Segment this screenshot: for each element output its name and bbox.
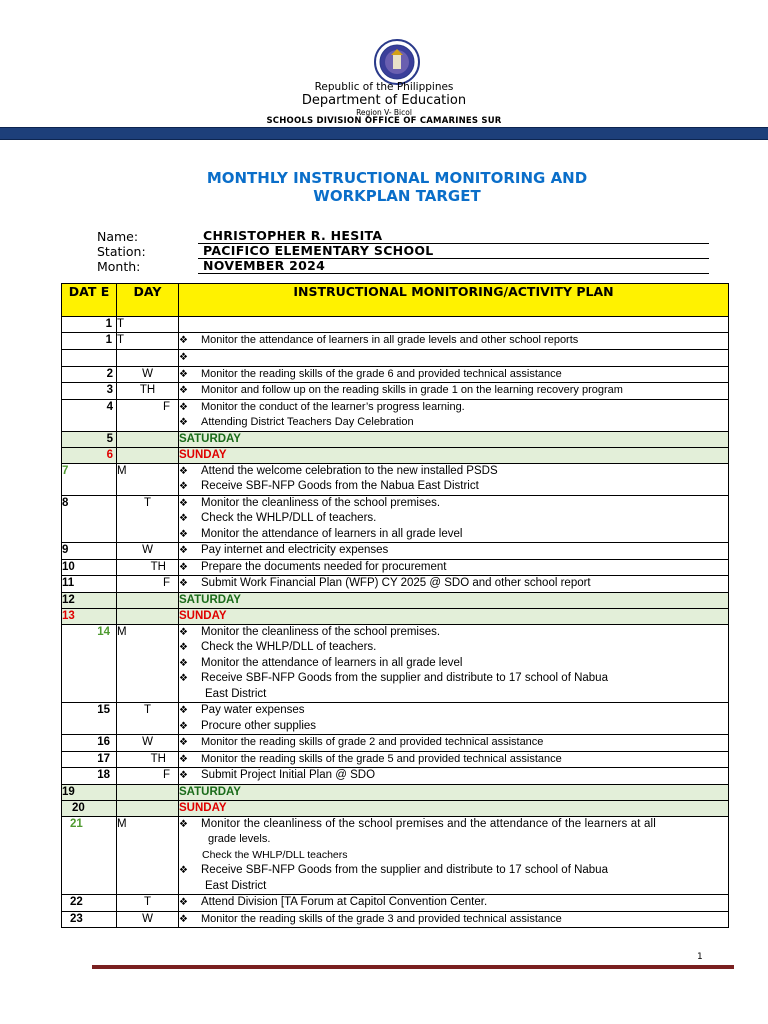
activity-cell (179, 624, 729, 703)
weekend-label: SUNDAY (179, 608, 729, 624)
table-row (62, 366, 729, 383)
activity-text-continued: grade levels. (208, 833, 271, 845)
month-value: NOVEMBER 2024 (198, 259, 709, 274)
date-cell: 11 (62, 576, 117, 593)
bullet-icon: ❖ (179, 578, 188, 589)
activity-text: Procure other supplies (201, 719, 317, 732)
name-label: Name: (97, 229, 139, 244)
activity-text: Receive SBF-NFP Goods from the supplier and distribute to 17 school of Nabua (201, 864, 608, 876)
activity-text: Attend the welcome celebration to the new installed PSDS (201, 464, 498, 477)
day-cell: TH (117, 751, 179, 768)
activity-cell (179, 768, 729, 785)
day-cell: W (117, 543, 179, 560)
weekend-label: SUNDAY (179, 800, 729, 816)
bullet-icon: ❖ (179, 818, 188, 830)
bullet-icon: ❖ (179, 368, 188, 380)
activity-text: Attend Division [TA Forum at Capitol Convention Center. (201, 896, 488, 908)
activity-cell (179, 816, 729, 895)
table-row (62, 576, 729, 593)
bullet-icon: ❖ (179, 545, 188, 556)
activity-cell (179, 366, 729, 383)
date-cell: 10 (62, 559, 117, 576)
bullet-icon: ❖ (179, 513, 188, 524)
day-cell: T (117, 317, 179, 333)
bullet-icon: ❖ (179, 335, 188, 346)
activity-text: Pay water expenses (201, 704, 305, 716)
activity-cell (179, 751, 729, 768)
table-row (62, 816, 729, 895)
weekend-label: SATURDAY (179, 592, 729, 608)
table-row (62, 317, 729, 333)
activity-cell (179, 349, 729, 366)
activity-cell (179, 703, 729, 735)
table-row (62, 768, 729, 785)
date-cell: 18 (62, 768, 117, 785)
date-cell: 13 (62, 608, 117, 624)
table-row (62, 333, 729, 350)
table-row (62, 399, 729, 431)
activity-text: Monitor the cleanliness of the school premises. (201, 496, 441, 509)
page-number: 1 (697, 952, 703, 962)
bullet-icon: ❖ (179, 401, 188, 413)
date-cell: 7 (62, 463, 117, 495)
bullet-icon: ❖ (179, 913, 188, 925)
activity-text: Monitor the attendance of learners in all grade level (201, 656, 463, 669)
date-cell: 6 (62, 447, 117, 463)
day-cell: T (117, 495, 179, 543)
activity-cell (179, 559, 729, 576)
region-text: Region V- Bicol (356, 108, 412, 117)
day-cell: M (117, 463, 179, 495)
day-cell: W (117, 735, 179, 752)
activity-text: Monitor the reading skills of grade 2 and provided technical assistance (201, 736, 544, 748)
day-cell (117, 784, 179, 800)
activity-text: Monitor the reading skills of the grade 5 and provided technical assistance (201, 752, 562, 765)
day-cell: T (117, 703, 179, 735)
weekend-label: SATURDAY (179, 431, 729, 447)
day-cell (117, 349, 179, 366)
activity-text: Receive SBF-NFP Goods from the Nabua East District (201, 480, 479, 492)
table-row (62, 703, 729, 735)
activity-text: Receive SBF-NFP Goods from the supplier and distribute to 17 school of Nabua (201, 672, 608, 684)
bullet-icon: ❖ (179, 737, 188, 748)
activity-cell (179, 576, 729, 593)
activity-text: Monitor the cleanliness of the school premises and the attendance of the learners at all (201, 817, 656, 830)
republic-text: Republic of the Philippines (314, 81, 454, 93)
date-cell: 2 (62, 366, 117, 383)
date-cell: 17 (62, 751, 117, 768)
col-day-header: DAY (117, 284, 179, 317)
bullet-icon: ❖ (179, 626, 188, 638)
date-cell: 9 (62, 543, 117, 560)
day-cell: TH (117, 559, 179, 576)
weekend-label: SUNDAY (179, 447, 729, 463)
bullet-icon: ❖ (179, 705, 188, 716)
date-cell: 4 (62, 399, 117, 431)
department-text: Department of Education (301, 93, 467, 108)
activity-text: Monitor and follow up on the reading skills in grade 1 on the learning recovery program (201, 384, 623, 396)
day-cell: F (117, 399, 179, 431)
table-row (62, 559, 729, 576)
day-cell (117, 608, 179, 624)
table-row-saturday (62, 431, 729, 447)
bullet-icon: ❖ (179, 770, 188, 781)
activity-cell (179, 383, 729, 400)
activity-cell (179, 495, 729, 543)
date-cell (62, 349, 117, 366)
table-row (62, 495, 729, 543)
day-cell: TH (117, 383, 179, 400)
footer-rule (92, 965, 734, 969)
table-row (62, 349, 729, 366)
bullet-icon: ❖ (179, 865, 188, 876)
table-row (62, 624, 729, 703)
station-value: PACIFICO ELEMENTARY SCHOOL (198, 244, 709, 259)
date-cell: 15 (62, 703, 117, 735)
table-row (62, 735, 729, 752)
table-row-saturday (62, 592, 729, 608)
bullet-icon: ❖ (179, 465, 188, 477)
activity-text: Monitor the reading skills of the grade 6 and provided technical assistance (201, 367, 562, 380)
activity-cell (179, 895, 729, 912)
bullet-icon: ❖ (179, 497, 188, 509)
bullet-icon: ❖ (179, 528, 188, 540)
document-title (0, 169, 768, 205)
bullet-icon: ❖ (179, 642, 188, 653)
activity-text: Monitor the attendance of learners in all grade levels and other school reports (201, 334, 579, 346)
activity-cell (179, 333, 729, 350)
date-cell: 14 (62, 624, 117, 703)
date-cell: 1 (62, 317, 117, 333)
sdo-text: SCHOOLS DIVISION OFFICE OF CAMARINES SUR (266, 116, 502, 126)
day-cell: T (117, 333, 179, 350)
bullet-icon: ❖ (179, 673, 188, 684)
activity-cell (179, 463, 729, 495)
day-cell (117, 431, 179, 447)
bullet-icon: ❖ (179, 481, 188, 492)
weekend-label: SATURDAY (179, 784, 729, 800)
activity-text: Pay internet and electricity expenses (201, 544, 389, 556)
day-cell: F (117, 768, 179, 785)
table-row-sunday (62, 800, 729, 816)
date-cell: 22 (62, 895, 117, 912)
date-cell: 20 (62, 800, 117, 816)
activity-cell (179, 543, 729, 560)
activity-text: Submit Project Initial Plan @ SDO (201, 769, 376, 781)
bullet-icon: ❖ (179, 753, 188, 765)
col-date-header: DAT E (62, 284, 117, 317)
month-label: Month: (97, 259, 141, 274)
bullet-icon: ❖ (179, 417, 188, 428)
date-cell: 12 (62, 592, 117, 608)
activity-text-continued: East District (205, 879, 267, 892)
activity-text: Check the WHLP/DLL of teachers. (201, 641, 377, 653)
day-cell: W (117, 911, 179, 928)
activity-text: Submit Work Financial Plan (WFP) CY 2025 @ SDO and other school report (201, 577, 591, 589)
date-cell: 16 (62, 735, 117, 752)
bullet-icon: ❖ (179, 561, 188, 573)
day-cell (117, 592, 179, 608)
title-line-1: MONTHLY INSTRUCTIONAL MONITORING AND (206, 169, 588, 187)
table-header-row (62, 284, 729, 317)
day-cell: T (117, 895, 179, 912)
date-cell: 8 (62, 495, 117, 543)
table-row (62, 751, 729, 768)
activity-text: Monitor the cleanliness of the school premises. (201, 625, 441, 638)
bullet-icon: ❖ (179, 385, 188, 396)
day-cell (117, 447, 179, 463)
table-row (62, 895, 729, 912)
table-row (62, 911, 729, 928)
activity-text: Prepare the documents needed for procurement (201, 560, 447, 573)
date-cell: 21 (62, 816, 117, 895)
table-row-sunday (62, 608, 729, 624)
date-cell: 1 (62, 333, 117, 350)
day-cell: W (117, 366, 179, 383)
activity-plan-table (61, 283, 729, 928)
activity-text: Monitor the reading skills of the grade 3 and provided technical assistance (201, 912, 562, 925)
table-row-sunday (62, 447, 729, 463)
day-cell: M (117, 624, 179, 703)
activity-cell (179, 911, 729, 928)
day-cell: M (117, 816, 179, 895)
deped-seal-logo (367, 39, 427, 85)
bullet-icon: ❖ (179, 720, 188, 732)
bullet-icon: ❖ (179, 351, 188, 363)
day-cell: F (117, 576, 179, 593)
name-value: CHRISTOPHER R. HESITA (198, 229, 709, 244)
activity-text: Check the WHLP/DLL of teachers. (201, 512, 377, 524)
activity-cell (179, 317, 729, 333)
activity-cell (179, 735, 729, 752)
date-cell: 3 (62, 383, 117, 400)
bullet-icon: ❖ (179, 897, 188, 908)
activity-cell (179, 399, 729, 431)
table-row (62, 383, 729, 400)
header-divider-bar (0, 127, 768, 140)
table-row-saturday (62, 784, 729, 800)
col-plan-header: INSTRUCTIONAL MONITORING/ACTIVITY PLAN (179, 284, 729, 317)
day-cell (117, 800, 179, 816)
date-cell: 5 (62, 431, 117, 447)
date-cell: 19 (62, 784, 117, 800)
activity-text: Monitor the attendance of learners in all grade level (201, 527, 463, 540)
activity-text-continued: East District (205, 687, 267, 700)
date-cell: 23 (62, 911, 117, 928)
activity-text: Attending District Teachers Day Celebration (201, 416, 414, 428)
activity-text: Monitor the conduct of the learner’s progress learning. (201, 400, 465, 413)
table-row (62, 463, 729, 495)
title-line-2: WORKPLAN TARGET (313, 187, 481, 205)
table-row (62, 543, 729, 560)
activity-text-continued: Check the WHLP/DLL teachers (202, 848, 348, 861)
bullet-icon: ❖ (179, 657, 188, 669)
station-label: Station: (97, 244, 146, 259)
